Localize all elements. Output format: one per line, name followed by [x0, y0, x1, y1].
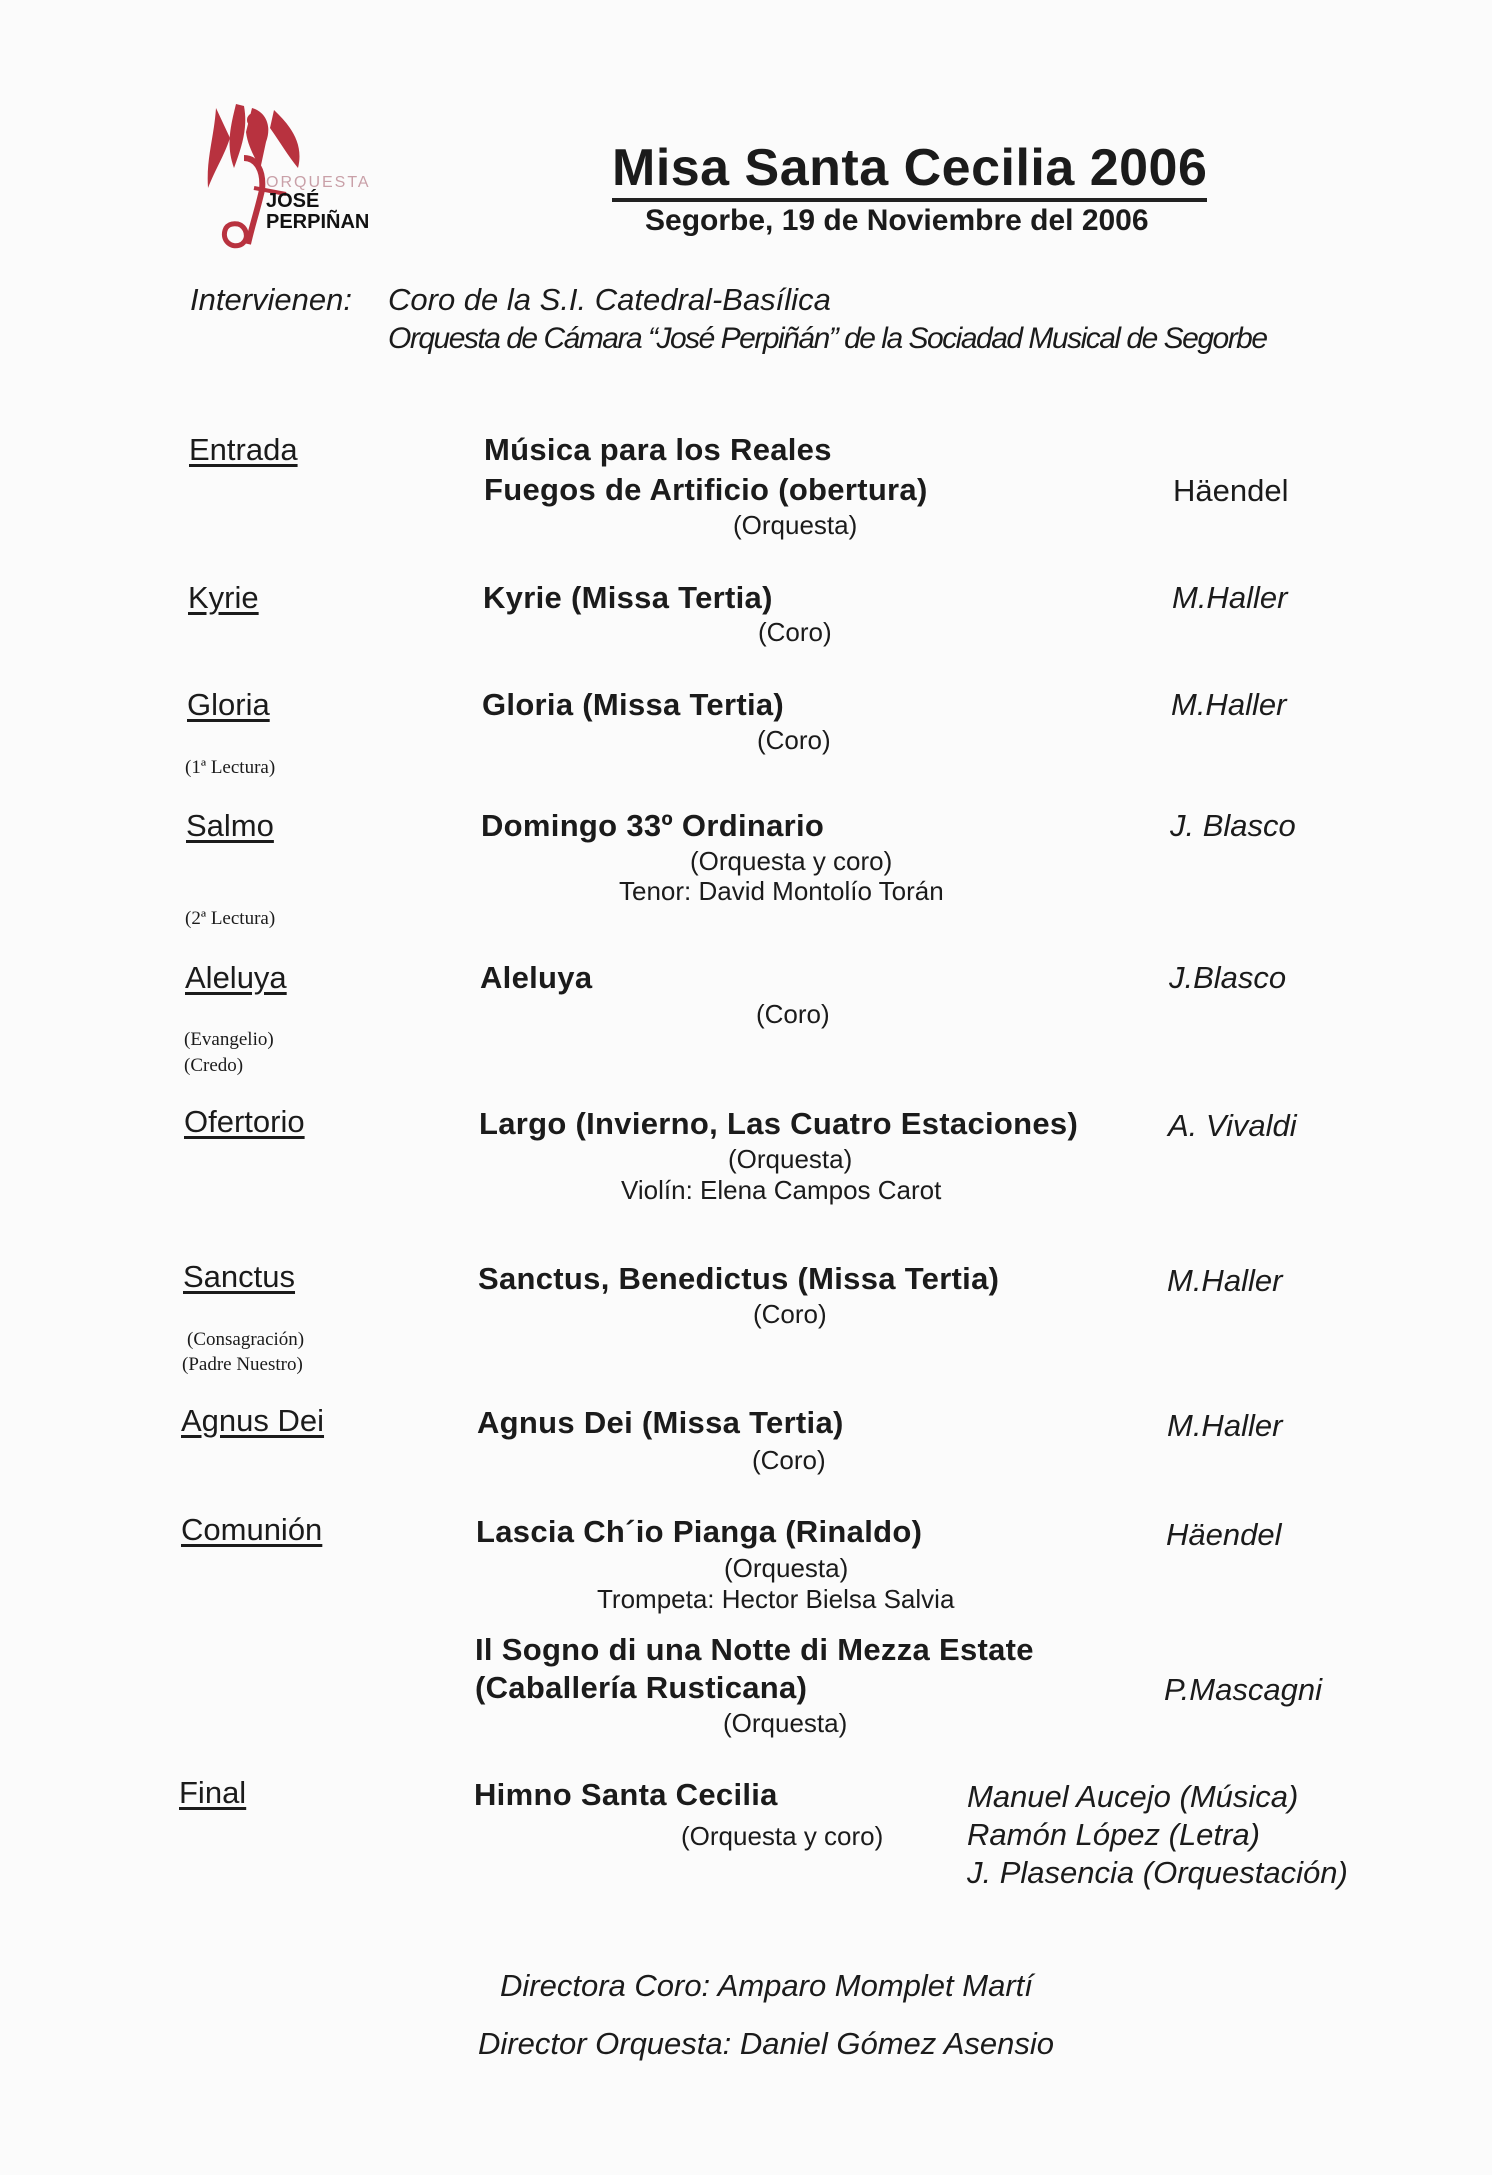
- note-consagracion: (Consagración): [187, 1329, 305, 1350]
- performers-gloria: (Coro): [757, 725, 831, 755]
- composer-gloria: M.Haller: [1171, 687, 1287, 722]
- soloist-comunion: Trompeta: Hector Bielsa Salvia: [597, 1584, 955, 1614]
- work-kyrie: Kyrie (Missa Tertia): [483, 580, 773, 615]
- section-entrada: Entrada: [189, 432, 298, 467]
- intervienen-orchestra: Orquesta de Cámara “José Perpiñán” de la Sociadad Musical de Segorbe: [388, 322, 1267, 355]
- intervienen-choir: Coro de la S.I. Catedral-Basílica: [388, 282, 831, 317]
- composer-comunion-2: P.Mascagni: [1164, 1672, 1322, 1707]
- note-evangelio: (Evangelio): [184, 1029, 274, 1050]
- director-choir: Directora Coro: Amparo Momplet Martí: [500, 1968, 1033, 2003]
- performers-aleluya: (Coro): [756, 999, 830, 1029]
- work-ofertorio: Largo (Invierno, Las Cuatro Estaciones): [479, 1106, 1079, 1141]
- work-gloria: Gloria (Missa Tertia): [482, 687, 785, 722]
- logo-text-perpinan: PERPIÑAN: [266, 211, 370, 233]
- performers-salmo: (Orquesta y coro): [690, 846, 893, 876]
- composer-entrada: Häendel: [1173, 473, 1289, 508]
- logo-text-orquesta: ORQUESTA: [266, 174, 371, 191]
- section-salmo: Salmo: [186, 808, 274, 843]
- page-subtitle: Segorbe, 19 de Noviembre del 2006: [645, 204, 1149, 237]
- section-comunion: Comunión: [181, 1512, 323, 1547]
- performers-comunion-2: (Orquesta): [723, 1708, 848, 1738]
- work-salmo: Domingo 33º Ordinario: [481, 808, 825, 843]
- work-comunion-2-line1: Il Sogno di una Notte di Mezza Estate: [475, 1632, 1034, 1667]
- director-orchestra: Director Orquesta: Daniel Gómez Asensio: [478, 2026, 1055, 2061]
- intervienen-label: Intervienen:: [190, 282, 352, 317]
- section-kyrie: Kyrie: [188, 580, 259, 615]
- composer-comunion: Häendel: [1166, 1517, 1282, 1552]
- section-sanctus: Sanctus: [183, 1259, 296, 1294]
- performers-ofertorio: (Orquesta): [728, 1144, 853, 1174]
- performers-entrada: (Orquesta): [733, 510, 858, 540]
- composer-final-lyrics: Ramón López (Letra): [967, 1817, 1260, 1852]
- section-agnus-dei: Agnus Dei: [181, 1403, 325, 1438]
- performers-final: (Orquesta y coro): [681, 1821, 884, 1851]
- section-gloria: Gloria: [187, 687, 270, 722]
- page-title: Misa Santa Cecilia 2006: [612, 138, 1207, 202]
- work-final: Himno Santa Cecilia: [474, 1777, 778, 1812]
- section-final: Final: [179, 1775, 247, 1810]
- soloist-ofertorio: Violín: Elena Campos Carot: [621, 1175, 942, 1205]
- composers-final: [967, 1778, 1348, 1892]
- performers-sanctus: (Coro): [753, 1299, 827, 1329]
- work-agnus-dei: Agnus Dei (Missa Tertia): [477, 1405, 844, 1440]
- composer-ofertorio: A. Vivaldi: [1168, 1108, 1297, 1143]
- composer-agnus-dei: M.Haller: [1167, 1408, 1283, 1443]
- composer-salmo: J. Blasco: [1170, 808, 1296, 843]
- work-entrada-line1: Música para los Reales: [484, 432, 832, 467]
- work-sanctus: Sanctus, Benedictus (Missa Tertia): [478, 1261, 1000, 1296]
- performers-comunion: (Orquesta): [724, 1553, 849, 1583]
- work-aleluya: Aleluya: [480, 960, 593, 995]
- section-ofertorio: Ofertorio: [184, 1104, 305, 1139]
- note-segunda-lectura: (2ª Lectura): [185, 908, 276, 929]
- note-primera-lectura: (1ª Lectura): [185, 757, 276, 778]
- performers-agnus-dei: (Coro): [752, 1445, 826, 1475]
- composer-aleluya: J.Blasco: [1169, 960, 1287, 995]
- work-comunion-2-line2: (Caballería Rusticana): [475, 1670, 808, 1705]
- work-comunion: Lascia Ch´io Pianga (Rinaldo): [476, 1514, 923, 1549]
- orchestra-logo: [196, 98, 416, 258]
- work-entrada-line2: Fuegos de Artificio (obertura): [484, 472, 928, 507]
- soloist-salmo: Tenor: David Montolío Torán: [619, 876, 944, 906]
- composer-kyrie: M.Haller: [1172, 580, 1288, 615]
- composer-final-orchestration: J. Plasencia (Orquestación): [967, 1855, 1348, 1890]
- section-aleluya: Aleluya: [185, 960, 287, 995]
- note-credo: (Credo): [184, 1055, 244, 1076]
- composer-sanctus: M.Haller: [1167, 1263, 1283, 1298]
- note-padre-nuestro: (Padre Nuestro): [182, 1354, 303, 1375]
- composer-final-music: Manuel Aucejo (Música): [967, 1779, 1299, 1814]
- performers-kyrie: (Coro): [758, 617, 832, 647]
- logo-text-jose: JOSÉ: [266, 190, 320, 212]
